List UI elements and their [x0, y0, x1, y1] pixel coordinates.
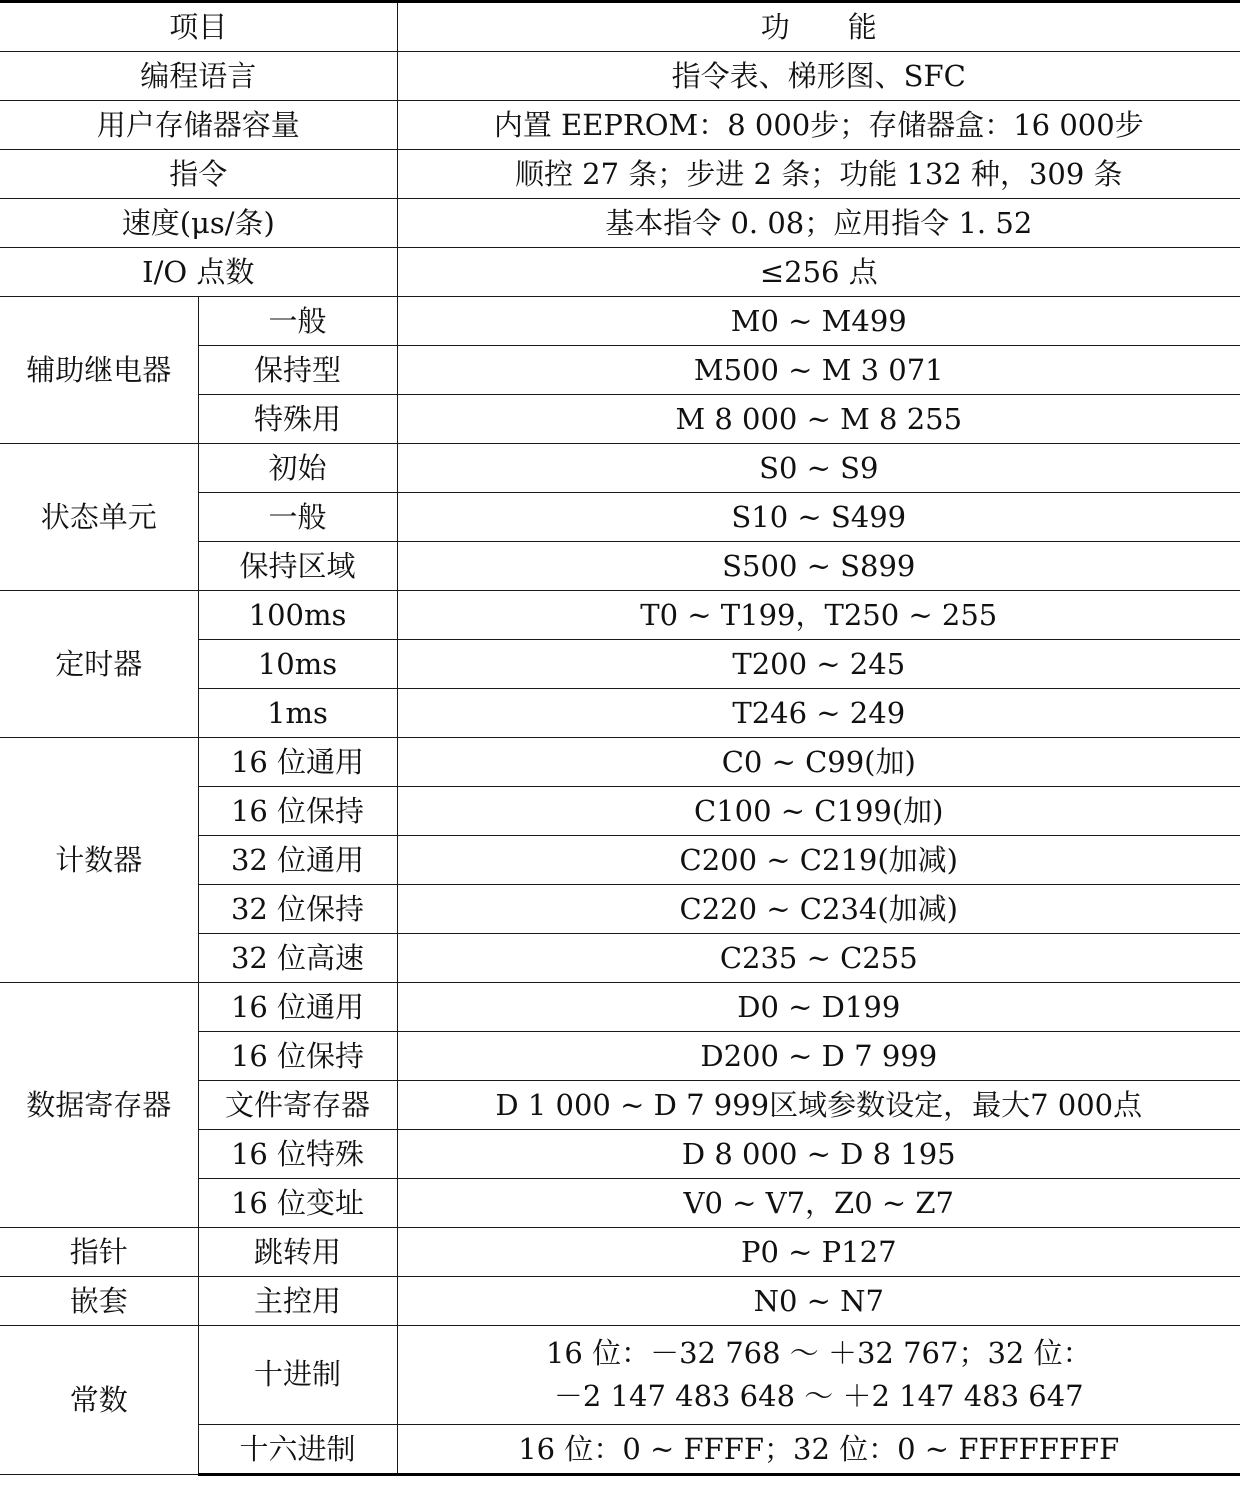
- row-value: 基本指令 0. 08；应用指令 1. 52: [397, 199, 1240, 248]
- row-subitem: 初始: [198, 444, 397, 493]
- group-label-counter: 计数器: [0, 738, 198, 983]
- row-subitem: 一般: [198, 493, 397, 542]
- row-value: 顺控 27 条；步进 2 条；功能 132 种，309 条: [397, 150, 1240, 199]
- table-row: [0, 101, 1240, 150]
- row-subitem: 主控用: [198, 1277, 397, 1326]
- row-subitem: 16 位通用: [198, 983, 397, 1032]
- group-label-timer: 定时器: [0, 591, 198, 738]
- row-subitem: 16 位变址: [198, 1179, 397, 1228]
- table-row: [0, 1326, 1240, 1425]
- row-value: M 8 000 ~ M 8 255: [397, 395, 1240, 444]
- group-label-aux-relay: 辅助继电器: [0, 297, 198, 444]
- table-row: [0, 52, 1240, 101]
- row-subitem: 32 位通用: [198, 836, 397, 885]
- row-subitem: 32 位高速: [198, 934, 397, 983]
- row-value: D200 ~ D 7 999: [397, 1032, 1240, 1081]
- row-value: T200 ~ 245: [397, 640, 1240, 689]
- row-item: 速度(μs/条): [0, 199, 397, 248]
- row-value: P0 ~ P127: [397, 1228, 1240, 1277]
- row-value: C100 ~ C199(加): [397, 787, 1240, 836]
- row-item: 用户存储器容量: [0, 101, 397, 150]
- row-value: ≤256 点: [397, 248, 1240, 297]
- header-function: 功 能: [397, 2, 1240, 52]
- table-row: [0, 444, 1240, 493]
- row-subitem: 10ms: [198, 640, 397, 689]
- row-value: M0 ~ M499: [397, 297, 1240, 346]
- row-value: T0 ~ T199，T250 ~ 255: [397, 591, 1240, 640]
- row-item: 编程语言: [0, 52, 397, 101]
- group-label-state: 状态单元: [0, 444, 198, 591]
- group-label-data-register: 数据寄存器: [0, 983, 198, 1228]
- row-subitem: 16 位保持: [198, 1032, 397, 1081]
- row-value: S0 ~ S9: [397, 444, 1240, 493]
- row-value: C0 ~ C99(加): [397, 738, 1240, 787]
- table-row: [0, 591, 1240, 640]
- row-item: I/O 点数: [0, 248, 397, 297]
- row-item: 指令: [0, 150, 397, 199]
- row-subitem: 特殊用: [198, 395, 397, 444]
- row-subitem: 16 位保持: [198, 787, 397, 836]
- table-row: [0, 199, 1240, 248]
- table-row: [0, 297, 1240, 346]
- row-value: C220 ~ C234(加减): [397, 885, 1240, 934]
- table-row: [0, 1277, 1240, 1326]
- header-item: 项目: [0, 2, 397, 52]
- row-subitem: 32 位保持: [198, 885, 397, 934]
- value-line: 16 位：－32 768 ～ ＋32 767；32 位：: [545, 1335, 1092, 1370]
- row-value: T246 ~ 249: [397, 689, 1240, 738]
- row-value: 内置 EEPROM：8 000步；存储器盒：16 000步: [397, 101, 1240, 150]
- row-value: S500 ~ S899: [397, 542, 1240, 591]
- group-label-pointer: 指针: [0, 1228, 198, 1277]
- row-value: S10 ~ S499: [397, 493, 1240, 542]
- row-value: D 8 000 ~ D 8 195: [397, 1130, 1240, 1179]
- row-subitem: 100ms: [198, 591, 397, 640]
- row-value: D 1 000 ~ D 7 999区域参数设定，最大7 000点: [397, 1081, 1240, 1130]
- table-row: [0, 1228, 1240, 1277]
- row-value: V0 ~ V7，Z0 ~ Z7: [397, 1179, 1240, 1228]
- row-subitem: 十进制: [198, 1326, 397, 1425]
- table-row: [0, 738, 1240, 787]
- row-value: N0 ~ N7: [397, 1277, 1240, 1326]
- row-subitem: 一般: [198, 297, 397, 346]
- table-header-row: [0, 2, 1240, 52]
- table-row: [0, 983, 1240, 1032]
- row-value: 指令表、梯形图、SFC: [397, 52, 1240, 101]
- row-value-multiline: [397, 1326, 1240, 1425]
- row-subitem: 16 位特殊: [198, 1130, 397, 1179]
- group-label-nesting: 嵌套: [0, 1277, 198, 1326]
- value-line: －2 147 483 648 ～ ＋2 147 483 647: [553, 1379, 1084, 1413]
- row-value: M500 ~ M 3 071: [397, 346, 1240, 395]
- row-subitem: 跳转用: [198, 1228, 397, 1277]
- row-value: C235 ~ C255: [397, 934, 1240, 983]
- table-row: [0, 248, 1240, 297]
- group-label-constant: 常数: [0, 1326, 198, 1475]
- row-subitem: 保持型: [198, 346, 397, 395]
- row-subitem: 文件寄存器: [198, 1081, 397, 1130]
- table-row: [0, 150, 1240, 199]
- row-subitem: 保持区域: [198, 542, 397, 591]
- row-value: D0 ~ D199: [397, 983, 1240, 1032]
- row-value: 16 位：0 ~ FFFF；32 位：0 ~ FFFFFFFF: [397, 1425, 1240, 1475]
- row-subitem: 十六进制: [198, 1425, 397, 1475]
- row-subitem: 1ms: [198, 689, 397, 738]
- row-value: C200 ~ C219(加减): [397, 836, 1240, 885]
- row-subitem: 16 位通用: [198, 738, 397, 787]
